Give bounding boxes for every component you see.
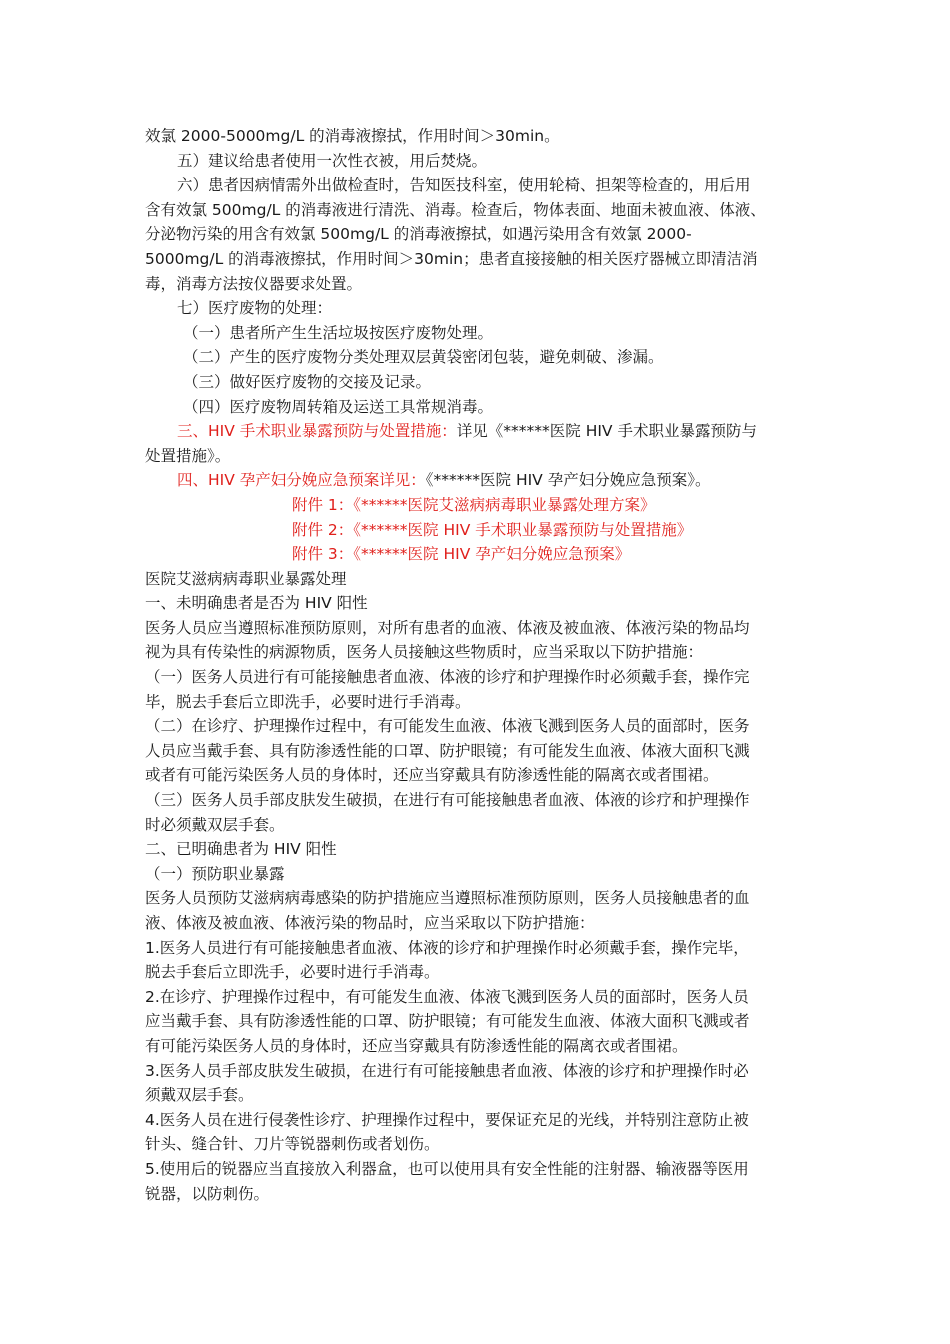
- list-item: （三）做好医疗废物的交接及记录。: [183, 372, 432, 391]
- text-line: 六）患者因病情需外出做检查时，告知医技科室，使用轮椅、担架等检查的，用后用: [177, 176, 751, 195]
- text-line: 处置措施》。: [145, 446, 231, 465]
- text-line: 针头、缝合针、刀片等锐器刺伤或者划伤。: [145, 1135, 440, 1154]
- attachment-3: 附件 3：《******医院 HIV 孕产妇分娩应急预案》: [292, 545, 631, 564]
- section-reference: 详见《******医院 HIV 手术职业暴露预防与: [456, 422, 757, 441]
- section-heading: 七）医疗废物的处理：: [177, 299, 333, 318]
- text-line: 医务人员应当遵照标准预防原则，对所有患者的血液、体液及被血液、体液污染的物品均: [145, 618, 750, 637]
- text-line: 锐器，以防刺伤。: [145, 1184, 270, 1203]
- attachment-2: 附件 2：《******医院 HIV 手术职业暴露预防与处置措施》: [292, 520, 693, 539]
- hiv-pregnancy-section: [145, 468, 805, 493]
- text-line: 含有效氯 500mg/L 的消毒液进行清洗、消毒。检查后，物体表面、地面未被血液、体液、: [145, 200, 766, 219]
- text-line: （三）医务人员手部皮肤发生破损，在进行有可能接触患者血液、体液的诊疗和护理操作: [145, 791, 750, 810]
- text-line: 5.使用后的锐器应当直接放入利器盒，也可以使用具有安全性能的注射器、输液器等医用: [145, 1159, 749, 1178]
- section-heading: 二、已明确患者为 HIV 阳性: [145, 840, 337, 859]
- text-line: 脱去手套后立即洗手，必要时进行手消毒。: [145, 963, 440, 982]
- text-line: 毕，脱去手套后立即洗手，必要时进行手消毒。: [145, 692, 471, 711]
- text-line: （二）在诊疗、护理操作过程中，有可能发生血液、体液飞溅到医务人员的面部时，医务: [145, 717, 750, 736]
- text-line: 五）建议给患者使用一次性衣被，用后焚烧。: [177, 151, 488, 170]
- text-line: 效氯 2000-5000mg/L 的消毒液擦拭，作用时间＞30min。: [145, 127, 560, 145]
- text-line: 医务人员预防艾滋病病毒感染的防护措施应当遵照标准预防原则，医务人员接触患者的血: [145, 889, 750, 908]
- text-line: 毒，消毒方法按仪器要求处置。: [145, 274, 363, 293]
- text-line: 应当戴手套、具有防渗透性能的口罩、防护眼镜；有可能发生血液、体液大面积飞溅或者: [145, 1012, 750, 1031]
- document-title: 医院艾滋病病毒职业暴露处理: [145, 569, 347, 588]
- text-line: 有可能污染医务人员的身体时，还应当穿戴具有防渗透性能的隔离衣或者围裙。: [145, 1036, 688, 1055]
- section-reference: 《******医院 HIV 孕产妇分娩应急预案》。: [425, 471, 711, 490]
- subsection-heading: （一）预防职业暴露: [145, 864, 285, 883]
- text-line: 时必须戴双层手套。: [145, 815, 285, 834]
- text-line: 1.医务人员进行有可能接触患者血液、体液的诊疗和护理操作时必须戴手套，操作完毕，: [145, 938, 749, 957]
- section-title-red: 三、HIV 手术职业暴露预防与处置措施：: [177, 422, 457, 441]
- attachment-1: 附件 1：《******医院艾滋病病毒职业暴露处理方案》: [292, 495, 656, 514]
- text-line: 分泌物污染的用含有效氯 500mg/L 的消毒液擦拭，如遇污染用含有效氯 2000-: [145, 225, 692, 244]
- text-line: 须戴双层手套。: [145, 1086, 254, 1105]
- hiv-surgery-section: [145, 419, 805, 444]
- document-page: [145, 124, 805, 1206]
- text-line: 3.医务人员手部皮肤发生破损，在进行有可能接触患者血液、体液的诊疗和护理操作时必: [145, 1061, 749, 1080]
- section-heading: 一、未明确患者是否为 HIV 阳性: [145, 594, 368, 613]
- list-item: （二）产生的医疗废物分类处理双层黄袋密闭包装，避免刺破、渗漏。: [183, 348, 664, 367]
- text-line: 2.在诊疗、护理操作过程中，有可能发生血液、体液飞溅到医务人员的面部时，医务人员: [145, 987, 749, 1006]
- list-item: （四）医疗废物周转箱及运送工具常规消毒。: [183, 397, 494, 416]
- section-title-red: 四、HIV 孕产妇分娩应急预案详见：: [177, 471, 426, 490]
- text-line: 4.医务人员在进行侵袭性诊疗、护理操作过程中，要保证充足的光线，并特别注意防止被: [145, 1110, 749, 1129]
- text-line: 视为具有传染性的病源物质，医务人员接触这些物质时，应当采取以下防护措施：: [145, 643, 704, 662]
- list-item: （一）患者所产生生活垃圾按医疗废物处理。: [183, 323, 494, 342]
- text-line: 或者有可能污染医务人员的身体时，还应当穿戴具有防渗透性能的隔离衣或者围裙。: [145, 766, 719, 785]
- text-line: 5000mg/L 的消毒液擦拭，作用时间＞30min；患者直接接触的相关医疗器械立即清洁消: [145, 249, 758, 268]
- text-line: 人员应当戴手套、具有防渗透性能的口罩、防护眼镜；有可能发生血液、体液大面积飞溅: [145, 741, 750, 760]
- text-line: 液、体液及被血液、体液污染的物品时，应当采取以下防护措施：: [145, 914, 595, 932]
- text-line: （一）医务人员进行有可能接触患者血液、体液的诊疗和护理操作时必须戴手套，操作完: [145, 668, 750, 687]
